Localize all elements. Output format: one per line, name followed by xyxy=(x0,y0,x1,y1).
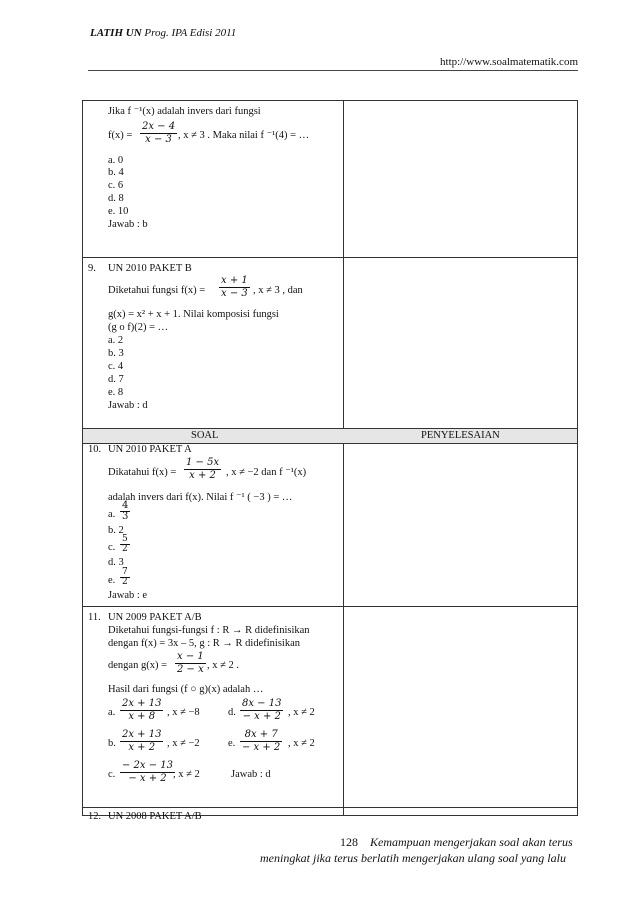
q9-condition: , x ≠ 3 , dan xyxy=(253,285,303,296)
q10-option-a-label: a. xyxy=(108,509,116,520)
q11-b-den: x + 2 xyxy=(120,741,163,754)
q8-condition: , x ≠ 3 . Maka nilai f ⁻¹(4) = … xyxy=(178,130,310,141)
q11-option-c-fraction xyxy=(120,760,175,785)
q12-number: 12. xyxy=(88,811,102,822)
q11-option-c-cond: , x ≠ 2 xyxy=(173,769,200,780)
q8-frac-den: x − 3 xyxy=(140,133,177,146)
q11-c-den: − x + 2 xyxy=(120,772,175,785)
q8-option-a: a. 0 xyxy=(108,155,124,166)
q9-answer: Jawab : d xyxy=(108,400,148,411)
q10-opt-e-den: 2 xyxy=(122,577,128,587)
q8-fraction xyxy=(140,121,177,146)
q9-option-c: c. 4 xyxy=(108,361,124,372)
q10-option-c-fraction xyxy=(120,535,130,554)
footer-line1: Kemampuan mengerjakan soal akan terus xyxy=(370,835,573,849)
q9-option-b: b. 3 xyxy=(108,348,124,359)
q11-line2: dengan f(x) = 3x – 5, g : R → R didefinisikan xyxy=(108,638,300,649)
q10-option-e-label: e. xyxy=(108,575,116,586)
q11-option-e-label: e. xyxy=(228,738,236,749)
q10-source: UN 2010 PAKET A xyxy=(108,444,192,455)
q11-source: UN 2009 PAKET A/B xyxy=(108,612,202,623)
q10-option-a-fraction xyxy=(120,501,130,522)
q11-a-num: 2x + 13 xyxy=(122,698,162,709)
q11-a-den: x + 8 xyxy=(120,710,163,723)
q11-g-den: 2 − x xyxy=(177,664,204,675)
q10-fraction xyxy=(184,457,221,482)
q10-option-c-label: c. xyxy=(108,542,116,553)
q9-option-e: e. 8 xyxy=(108,387,124,398)
q9-number: 9. xyxy=(88,263,96,274)
q10-opt-a-num: 4 xyxy=(122,500,129,511)
col-penyelesaian-label: PENYELESAIAN xyxy=(421,430,500,441)
q8-option-d: d. 8 xyxy=(108,193,124,204)
q10-opt-a-den: 3 xyxy=(122,511,129,522)
q11-d-den: − x + 2 xyxy=(240,710,283,723)
q11-g-num: x − 1 xyxy=(177,651,204,662)
page-number: 128 xyxy=(340,835,358,849)
row-divider xyxy=(83,257,577,258)
q11-e-den: − x + 2 xyxy=(242,742,281,753)
q11-line4: Hasil dari fungsi (f ○ g)(x) adalah … xyxy=(108,684,264,695)
header-title-bold: LATIH UN xyxy=(90,27,142,39)
q10-opt-c-num: 5 xyxy=(122,534,128,544)
q8-option-e: e. 10 xyxy=(108,206,129,217)
table-header-row xyxy=(83,428,577,444)
q11-option-d-cond: , x ≠ 2 xyxy=(288,707,315,718)
column-divider xyxy=(343,101,344,815)
q11-g-fraction xyxy=(175,651,206,676)
q9-source: UN 2010 PAKET B xyxy=(108,263,192,274)
q10-condition: , x ≠ −2 dan f ⁻¹(x) xyxy=(226,467,307,478)
q9-line3: (g o f)(2) = … xyxy=(108,322,169,333)
q11-c-num: − 2x − 13 xyxy=(122,760,174,771)
q8-answer: Jawab : b xyxy=(108,219,148,230)
q11-option-c-label: c. xyxy=(108,769,116,780)
q11-option-d-label: d. xyxy=(228,707,236,718)
header-url: http://www.soalmatematik.com xyxy=(440,56,578,68)
question-table xyxy=(82,100,578,822)
q11-g-condition: , x ≠ 2 . xyxy=(207,660,240,671)
q11-option-a-label: a. xyxy=(108,707,116,718)
q10-frac-den: x + 2 xyxy=(184,469,221,482)
q11-number: 11. xyxy=(88,612,101,623)
q8-fx-lead: f(x) = xyxy=(108,130,133,141)
q11-line1: Diketahui fungsi-fungsi f : R → R didefinisikan xyxy=(108,625,310,636)
q9-lead: Diketahui fungsi f(x) = xyxy=(108,285,206,296)
q9-frac-num: x + 1 xyxy=(221,275,248,286)
q11-option-b-fraction xyxy=(120,729,163,754)
q11-b-num: 2x + 13 xyxy=(122,729,162,740)
q9-option-d: d. 7 xyxy=(108,374,124,385)
q9-option-a: a. 2 xyxy=(108,335,124,346)
q9-frac-den: x − 3 xyxy=(221,288,248,299)
header-title xyxy=(90,27,236,39)
q11-option-e-cond: , x ≠ 2 xyxy=(288,738,315,749)
q9-line2: g(x) = x² + x + 1. Nilai komposisi fungsi xyxy=(108,309,279,320)
q12-source: UN 2008 PAKET A/B xyxy=(108,811,202,822)
q8-option-b: b. 4 xyxy=(108,167,124,178)
q10-opt-c-den: 2 xyxy=(122,544,128,554)
q10-option-b: b. 2 xyxy=(108,525,124,536)
q10-option-d: d. 3 xyxy=(108,557,124,568)
q11-option-b-label: b. xyxy=(108,738,116,749)
q11-answer: Jawab : d xyxy=(231,769,271,780)
q8-frac-num: 2x − 4 xyxy=(142,121,176,132)
q10-frac-num: 1 − 5x xyxy=(186,457,220,468)
q11-option-a-fraction xyxy=(120,698,163,723)
q11-d-num: 8x − 13 xyxy=(242,698,282,709)
q10-line2: adalah invers dari f(x). Nilai f ⁻¹ ( −3 ) = … xyxy=(108,492,293,503)
q8-option-c: c. 6 xyxy=(108,180,124,191)
header-divider xyxy=(88,70,578,71)
q11-g-lead: dengan g(x) = xyxy=(108,660,167,671)
row-divider xyxy=(83,807,577,808)
q11-option-b-cond: , x ≠ −2 xyxy=(167,738,200,749)
q10-lead: Dikatahui f(x) = xyxy=(108,467,177,478)
q10-opt-e-num: 7 xyxy=(122,567,128,577)
q9-fraction xyxy=(219,275,250,300)
q11-option-a-cond: , x ≠ −8 xyxy=(167,707,200,718)
q11-option-e-fraction xyxy=(240,729,282,754)
q8-intro: Jika f ⁻¹(x) adalah invers dari fungsi xyxy=(108,106,261,117)
footer-line2: meningkat jika terus berlatih mengerjakan ulang soal yang lalu xyxy=(260,851,566,865)
row-divider xyxy=(83,606,577,607)
q10-number: 10. xyxy=(88,444,102,455)
q10-option-e-fraction xyxy=(120,568,130,587)
q11-e-num: 8x + 7 xyxy=(244,729,278,740)
q10-answer: Jawab : e xyxy=(108,590,148,601)
header-title-rest: Prog. IPA Edisi 2011 xyxy=(144,27,237,39)
q11-option-d-fraction xyxy=(240,698,283,723)
col-soal-label: SOAL xyxy=(191,430,219,441)
